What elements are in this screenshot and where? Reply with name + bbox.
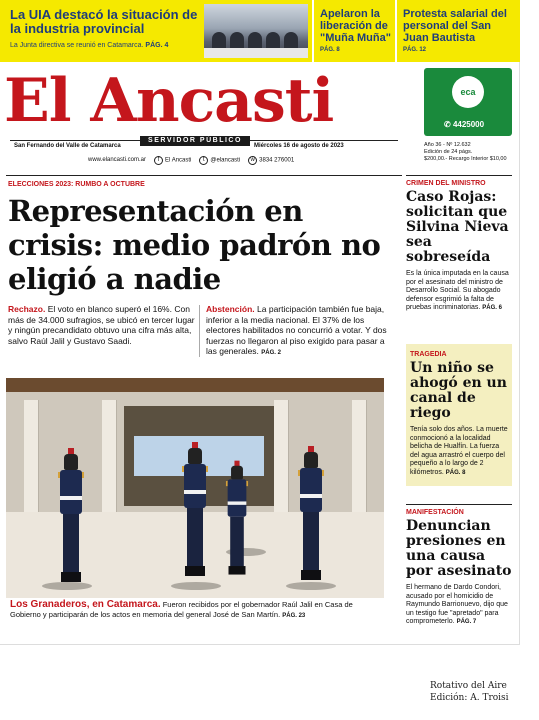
col2-text: La participación también fue baja, inferior a la media nacional. El 37% de los electores habilitados no concurrió a votar. Y dos fuerzas no llegaron al piso exigido para pasar a las generales. — [206, 304, 387, 356]
story-manifestacion-body: El hermano de Dardo Condori, acusado por el homicidio de Raymundo Barrionuevo, dijo que un testigo fue "apretado" para comprometerlo. PÁG. 7 — [406, 584, 508, 625]
page-credits — [430, 680, 530, 704]
eca-ad[interactable] — [424, 68, 512, 136]
granaderos-photo[interactable] — [6, 378, 384, 598]
teaser-san-juan-bautista[interactable] — [397, 0, 520, 62]
facebook-icon: f — [154, 156, 163, 165]
twitter-icon: t — [199, 156, 208, 165]
main-column-rechazo — [8, 304, 196, 346]
twitter-link[interactable]: t @elancasti — [199, 156, 240, 165]
teaser-muna-muna[interactable] — [314, 0, 395, 62]
masthead-date: Miércoles 16 de agosto de 2023 — [254, 143, 344, 149]
col1-text: El voto en blanco superó el 16%. Con más de 34.000 sufragios, se ubicó en tercer lugar y ningún precandidato obtuvo una cifra más alta, salvo Raúl Jalil y Gustavo Saadi. — [8, 304, 195, 346]
teaser-muna-muna-page: PÁG. 8 — [320, 47, 340, 53]
story-tragedia-kicker: TRAGEDIA — [410, 351, 447, 358]
main-column-abstencion — [206, 304, 394, 359]
teaser-uia-sub: La Junta directiva se reunió en Catamarca. PÁG. 4 — [10, 42, 169, 49]
story-tragedia[interactable] — [406, 344, 512, 486]
teaser-uia[interactable] — [0, 0, 312, 62]
masthead-tagline: SERVIDOR PÚBLICO — [140, 136, 250, 146]
teaser-uia-page: PÁG. 4 — [145, 42, 169, 49]
whatsapp-icon: w — [248, 156, 257, 165]
main-kicker: ELECCIONES 2023: RUMBO A OCTUBRE — [8, 181, 145, 188]
masthead-location: San Fernando del Valle de Catamarca — [14, 143, 121, 149]
story-manifestacion[interactable] — [406, 504, 512, 627]
caption-text: Fueron recibidos por el gobernador Raúl Jalil en Casa de Gobierno y participarán de los actos en memoria del general José de San Martín. — [10, 600, 353, 619]
story-manifestacion-headline: Denuncian presiones en una causa por asesinato — [406, 518, 512, 579]
story-manifestacion-kicker: MANIFESTACIÓN — [406, 509, 464, 516]
story-caso-rojas-kicker: CRIMEN DEL MINISTRO — [406, 180, 486, 187]
story-caso-rojas[interactable] — [406, 175, 512, 313]
website-link[interactable]: www.elancasti.com.ar — [88, 157, 147, 163]
story-caso-rojas-body: Es la única imputada en la causa por el asesinato del ministro de Desarrollo Social. Su abogado defensor esgrimió la falta de pruebas incriminatorias. PÁG. 6 — [406, 270, 509, 311]
caption-lead: Los Granaderos, en Catamarca. — [10, 599, 161, 610]
masthead — [0, 62, 520, 174]
story-tragedia-headline: Un niño se ahogó en un canal de riego — [410, 360, 507, 421]
col2-page: PÁG. 2 — [261, 350, 281, 356]
facebook-link[interactable]: f El Ancasti — [154, 156, 191, 165]
newspaper-logo: El Ancasti — [4, 66, 334, 136]
whatsapp-link[interactable]: w 3834 276001 — [248, 156, 294, 165]
eca-phone: ✆ 4425000 — [444, 120, 485, 129]
teaser-uia-headline: La UIA destacó la situación de la industria provincial — [10, 7, 198, 36]
credits-line1: Rotativo del Aire — [430, 681, 507, 691]
eca-logo: eca — [452, 76, 484, 108]
column-divider — [199, 305, 200, 357]
story-caso-rojas-headline: Caso Rojas: solicitan que Silvina Nieva sea sobreseída — [406, 189, 509, 265]
col1-lead: Rechazo. — [8, 304, 46, 314]
credits-line2: Edición: A. Troisi — [430, 693, 509, 703]
social-links — [88, 154, 294, 166]
photo-caption — [10, 600, 382, 621]
teaser-uia-photo — [204, 4, 308, 58]
main-headline[interactable]: Representación en crisis: medio padrón no eligió a nadie — [8, 194, 381, 296]
section-divider — [6, 175, 402, 176]
teaser-san-juan-page: PÁG. 12 — [403, 47, 427, 53]
col2-lead: Abstención. — [206, 304, 255, 314]
story-tragedia-body: Tenía solo dos años. La muerte conmocionó a la localidad belicha de Hualfín. La fuerza del agua arrastró el cuerpo del pequeño a lo largo de 2 kilómetros. PÁG. 8 — [410, 426, 508, 476]
teaser-muna-muna-headline: Apelaron la liberación de "Muña Muña" — [320, 8, 391, 44]
top-teaser-strip — [0, 0, 520, 62]
teaser-san-juan-headline: Protesta salarial del personal del San Juan Bautista — [403, 8, 507, 44]
caption-page: PÁG. 23 — [282, 612, 306, 619]
edition-info: Año 36 - Nº 12.632 Edición de 24 págs. $200,00.- Recargo Interior $10,00 — [424, 142, 507, 162]
